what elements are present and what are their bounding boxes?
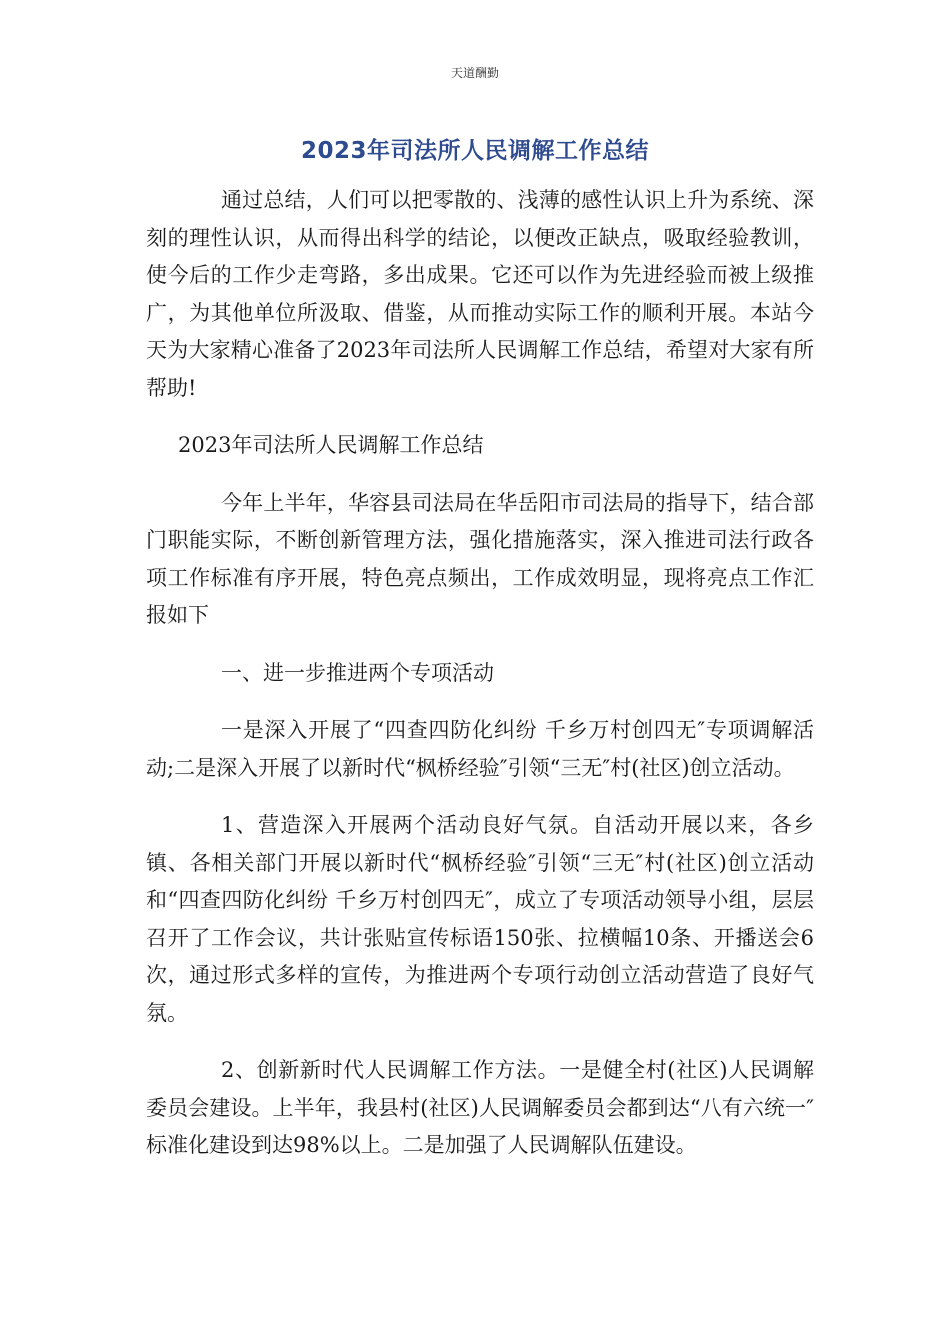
item-2-paragraph: 2、创新新时代人民调解工作方法。一是健全村(社区)人民调解委员会建设。上半年，我县村(社区)人民调解委员会都到达“八有六统一″标准化建设到达98%以上。二是加强了人民调解队伍建设。 bbox=[146, 1058, 814, 1157]
document-title: 2023年司法所人民调解工作总结 bbox=[300, 138, 649, 164]
header-watermark-text: 天道酬勤 bbox=[450, 66, 499, 80]
activities-paragraph: 一是深入开展了“四查四防化纠纷 千乡万村创四无″专项调解活动;二是深入开展了以新时代“枫桥经验″引领“三无″村(社区)创立活动。 bbox=[146, 718, 814, 780]
summary-paragraph: 今年上半年，华容县司法局在华岳阳市司法局的指导下，结合部门职能实际，不断创新管理方法，强化措施落实，深入推进司法行政各项工作标准有序开展，特色亮点频出，工作成效明显，现将亮点工作汇报如下 bbox=[146, 490, 814, 627]
intro-paragraph: 通过总结，人们可以把零散的、浅薄的感性认识上升为系统、深刻的理性认识，从而得出科学的结论，以便改正缺点，吸取经验教训，使今后的工作少走弯路，多出成果。它还可以作为先进经验而被上级推广，为其他单位所汲取、借鉴，从而推动实际工作的顺利开展。本站今天为大家精心准备了2023年司法所人民调解工作总结，希望对大家有所帮助! bbox=[146, 188, 814, 400]
subtitle-paragraph: 2023年司法所人民调解工作总结 bbox=[178, 433, 484, 457]
document-body bbox=[146, 152, 814, 1165]
section-heading-1: 一、进一步推进两个专项活动 bbox=[221, 660, 494, 685]
item-1-paragraph: 1、营造深入开展两个活动良好气氛。自活动开展以来，各乡镇、各相关部门开展以新时代“枫桥经验″引领“三无″村(社区)创立活动和“四查四防化纠纷 千乡万村创四无″，成立了专项活动领导小组，层层召开了工作会议，共计张贴宣传标语150张、拉横幅10条、开播送会6次，通过形式多样的宣传，为推进两个专项行动创立活动营造了良好气氛。 bbox=[146, 813, 814, 1025]
